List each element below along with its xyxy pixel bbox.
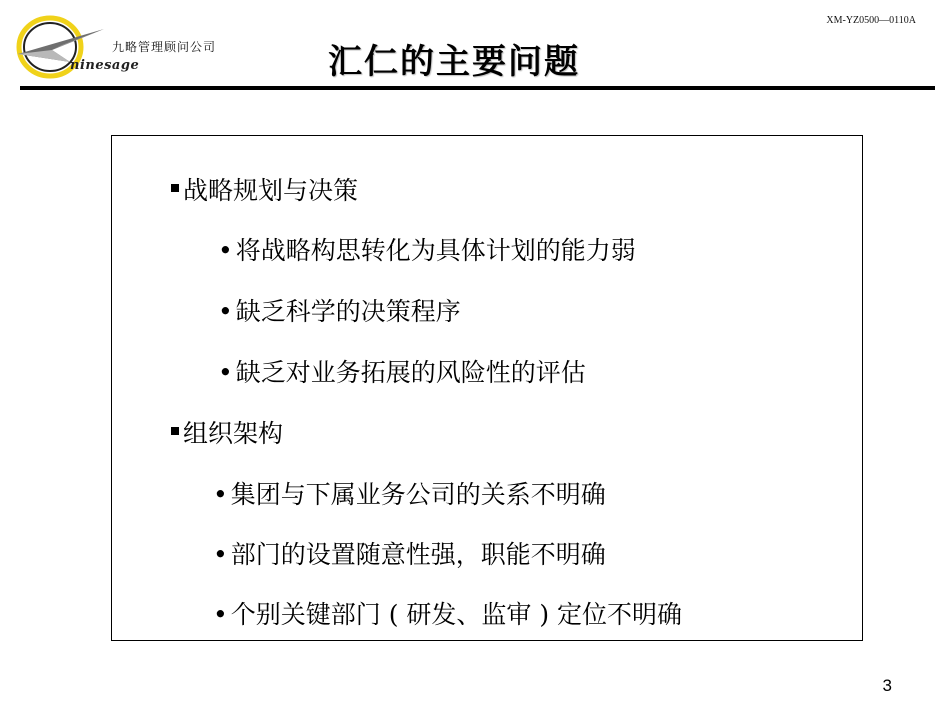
list-item: • 部门的设置随意性强，职能不明确	[213, 540, 606, 569]
page-number: 3	[882, 676, 892, 695]
bullet-icon: •	[218, 236, 233, 265]
document-code: XM-YZ0500—0110A	[826, 15, 916, 26]
list-item: • 个别关键部门 ( 研发、监审 ) 定位不明确	[213, 600, 683, 629]
bullet-icon: •	[213, 480, 228, 509]
square-bullet-icon	[171, 427, 179, 435]
brand-wordmark: ninesage	[70, 58, 140, 73]
company-name: 九略管理顾问公司	[112, 40, 217, 54]
bullet-icon: •	[218, 297, 233, 326]
bullet-icon: •	[218, 358, 233, 387]
company-logo	[12, 12, 262, 82]
list-item: • 将战略构思转化为具体计划的能力弱	[218, 236, 636, 265]
bullet-icon: •	[213, 600, 228, 629]
slide-title: 汇仁的主要问题	[328, 42, 580, 82]
list-item: • 缺乏科学的决策程序	[218, 297, 461, 326]
square-bullet-icon	[171, 184, 179, 192]
section-heading: 战略规划与决策	[171, 171, 358, 207]
section-heading: 组织架构	[171, 414, 283, 450]
list-item: • 缺乏对业务拓展的风险性的评估	[218, 358, 586, 387]
bullet-icon: •	[213, 540, 228, 569]
header-divider	[20, 86, 935, 90]
list-item: • 集团与下属业务公司的关系不明确	[213, 480, 606, 509]
